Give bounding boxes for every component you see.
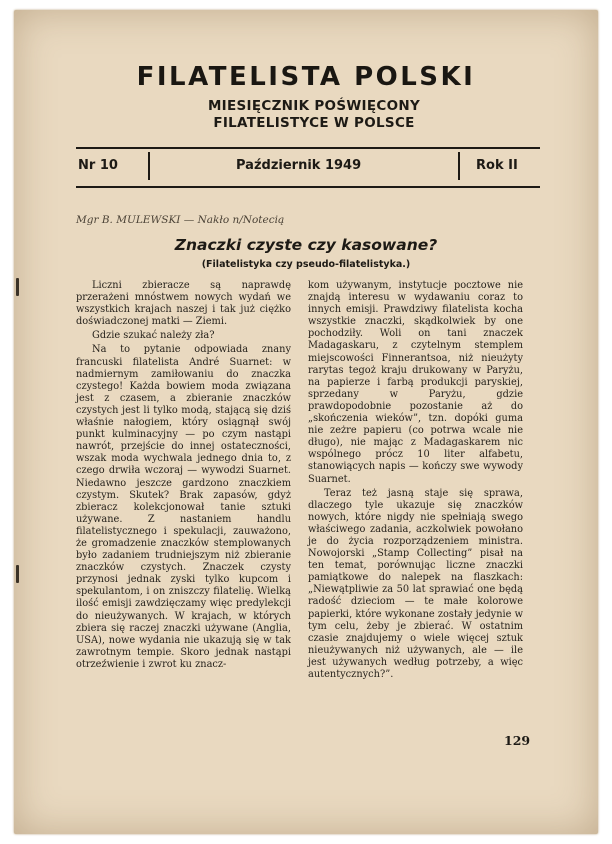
masthead-title: FILATELISTA POLSKI — [136, 62, 476, 92]
article-column-left — [76, 280, 291, 673]
top-rule — [76, 147, 540, 149]
article-title: Znaczki czyste czy kasowane? — [174, 236, 438, 254]
subtitle-line-1: MIESIĘCZNIK POŚWIĘCONY — [207, 98, 421, 114]
paragraph: Teraz też jasną staje się sprawa, dlaczego tyle ukazuje się znaczków nowych, które nigdy nie spełniają swego właściwego zadania, aczkolwiek powołano je do życia rozporządzeniem ministra. Nowojorski „Stamp Collecting” pisał na ten temat, porównując liczne znaczki pamiątkowe do nalepek na flaszkach: „Niewątpliwie za 50 lat sprawiać one będą radość dzieciom — te małe kolorowe papierki, które wykonane zostały jedynie w tym celu, żeby je zbierać. W ostatnim czasie znajdujemy o wiele więcej sztuk nieużywanych niż używanych, ale — ile jest używanych według potrzeby, a więc autentycznych?”. — [308, 487, 523, 680]
divider — [458, 152, 460, 180]
subtitle-line-2: FILATELISTYCE W POLSCE — [213, 115, 415, 131]
issue-number: Nr 10 — [78, 158, 118, 173]
divider — [148, 152, 150, 180]
paragraph: kom używanym, instytucje pocztowe nie znajdą interesu w wydawaniu coraz to innych emisji. Prawdziwy filatelista kocha wszystkie znaczki, skądkolwiek by one pochodziły. Woli on tani znaczek Madagaskaru, z czytelnym stemplem miejscowości Finnerantsoa, niż nieużyty rarytas tegoż kraju drukowany w Paryżu, na papierze i farbą produkcji paryskiej, sprzedany w Paryżu, gdzie prawdopodobnie pozostanie aż do „skończenia wieków”, tzn. dopóki guma nie zeżre papieru (co potrwa wcale nie długo), nie mając z Madagaskarem nic wspólnego prócz 10 liter alfabetu, stanowiących napis — kończy swe wywody Suarnet. — [308, 280, 523, 485]
issue-bar — [76, 150, 540, 186]
paragraph: Na to pytanie odpowiada znany francuski filatelista André Suarnet: w nadmiernym zamiłowaniu do znaczka czystego! Każda bowiem moda związana jest z czasem, a zbieranie znaczków czystych jest li tylko modą, stającą się dziś właśnie nałogiem, który osiągnął swój punkt kulminacyjny — po czym nastąpi nawrót, przejście do innej ostateczności, wszak moda wychwala jednego dnia to, z czego drwiła wczoraj — wywodzi Suarnet. Niedawno jeszcze gardzono znaczkiem czystym. Skutek? Brak zapasów, gdyż zbieracz kolekcjonował tanie sztuki używane. Z nastaniem handlu filatelistycznego i spekulacji, zauważono, że gromadzenie znaczków stemplowanych było zadaniem trudniejszym niż zbieranie znaczków czystych. Znaczek czysty przynosi jednak zyski tylko kupcom i spekulantom, i on zniszczy filatelię. Wielką ilość emisji zawdzięczamy więc predylekcji do nieużywanych. W krajach, w których zbiera się raczej znaczki używane (Anglia, USA), nowe wydania nie ukazują się w tak zawrotnym tempie. Skoro jednak nastąpi otrzeźwienie i zwrot ku znacz- — [76, 344, 291, 670]
issue-year: Rok II — [476, 158, 518, 173]
bottom-rule — [76, 186, 540, 188]
article-column-right — [308, 280, 523, 683]
issue-date: Październik 1949 — [236, 158, 362, 173]
page-number: 129 — [504, 733, 531, 748]
paragraph: Gdzie szukać należy zła? — [92, 330, 215, 342]
masthead-subtitle — [154, 98, 474, 132]
paragraph: Liczni zbieracze są naprawdę przerażeni mnóstwem nowych wydań we wszystkich krajach naszej i tak już ciężko doświadczonej matki — Ziemi. — [76, 280, 291, 328]
magazine-page — [14, 10, 598, 834]
article-subtitle: (Filatelistyka czy pseudo-filatelistyka.) — [201, 259, 411, 270]
binding-hole — [16, 278, 19, 296]
binding-hole — [16, 565, 19, 583]
article-author: Mgr B. MULEWSKI — Nakło n/Notecią — [76, 214, 285, 226]
